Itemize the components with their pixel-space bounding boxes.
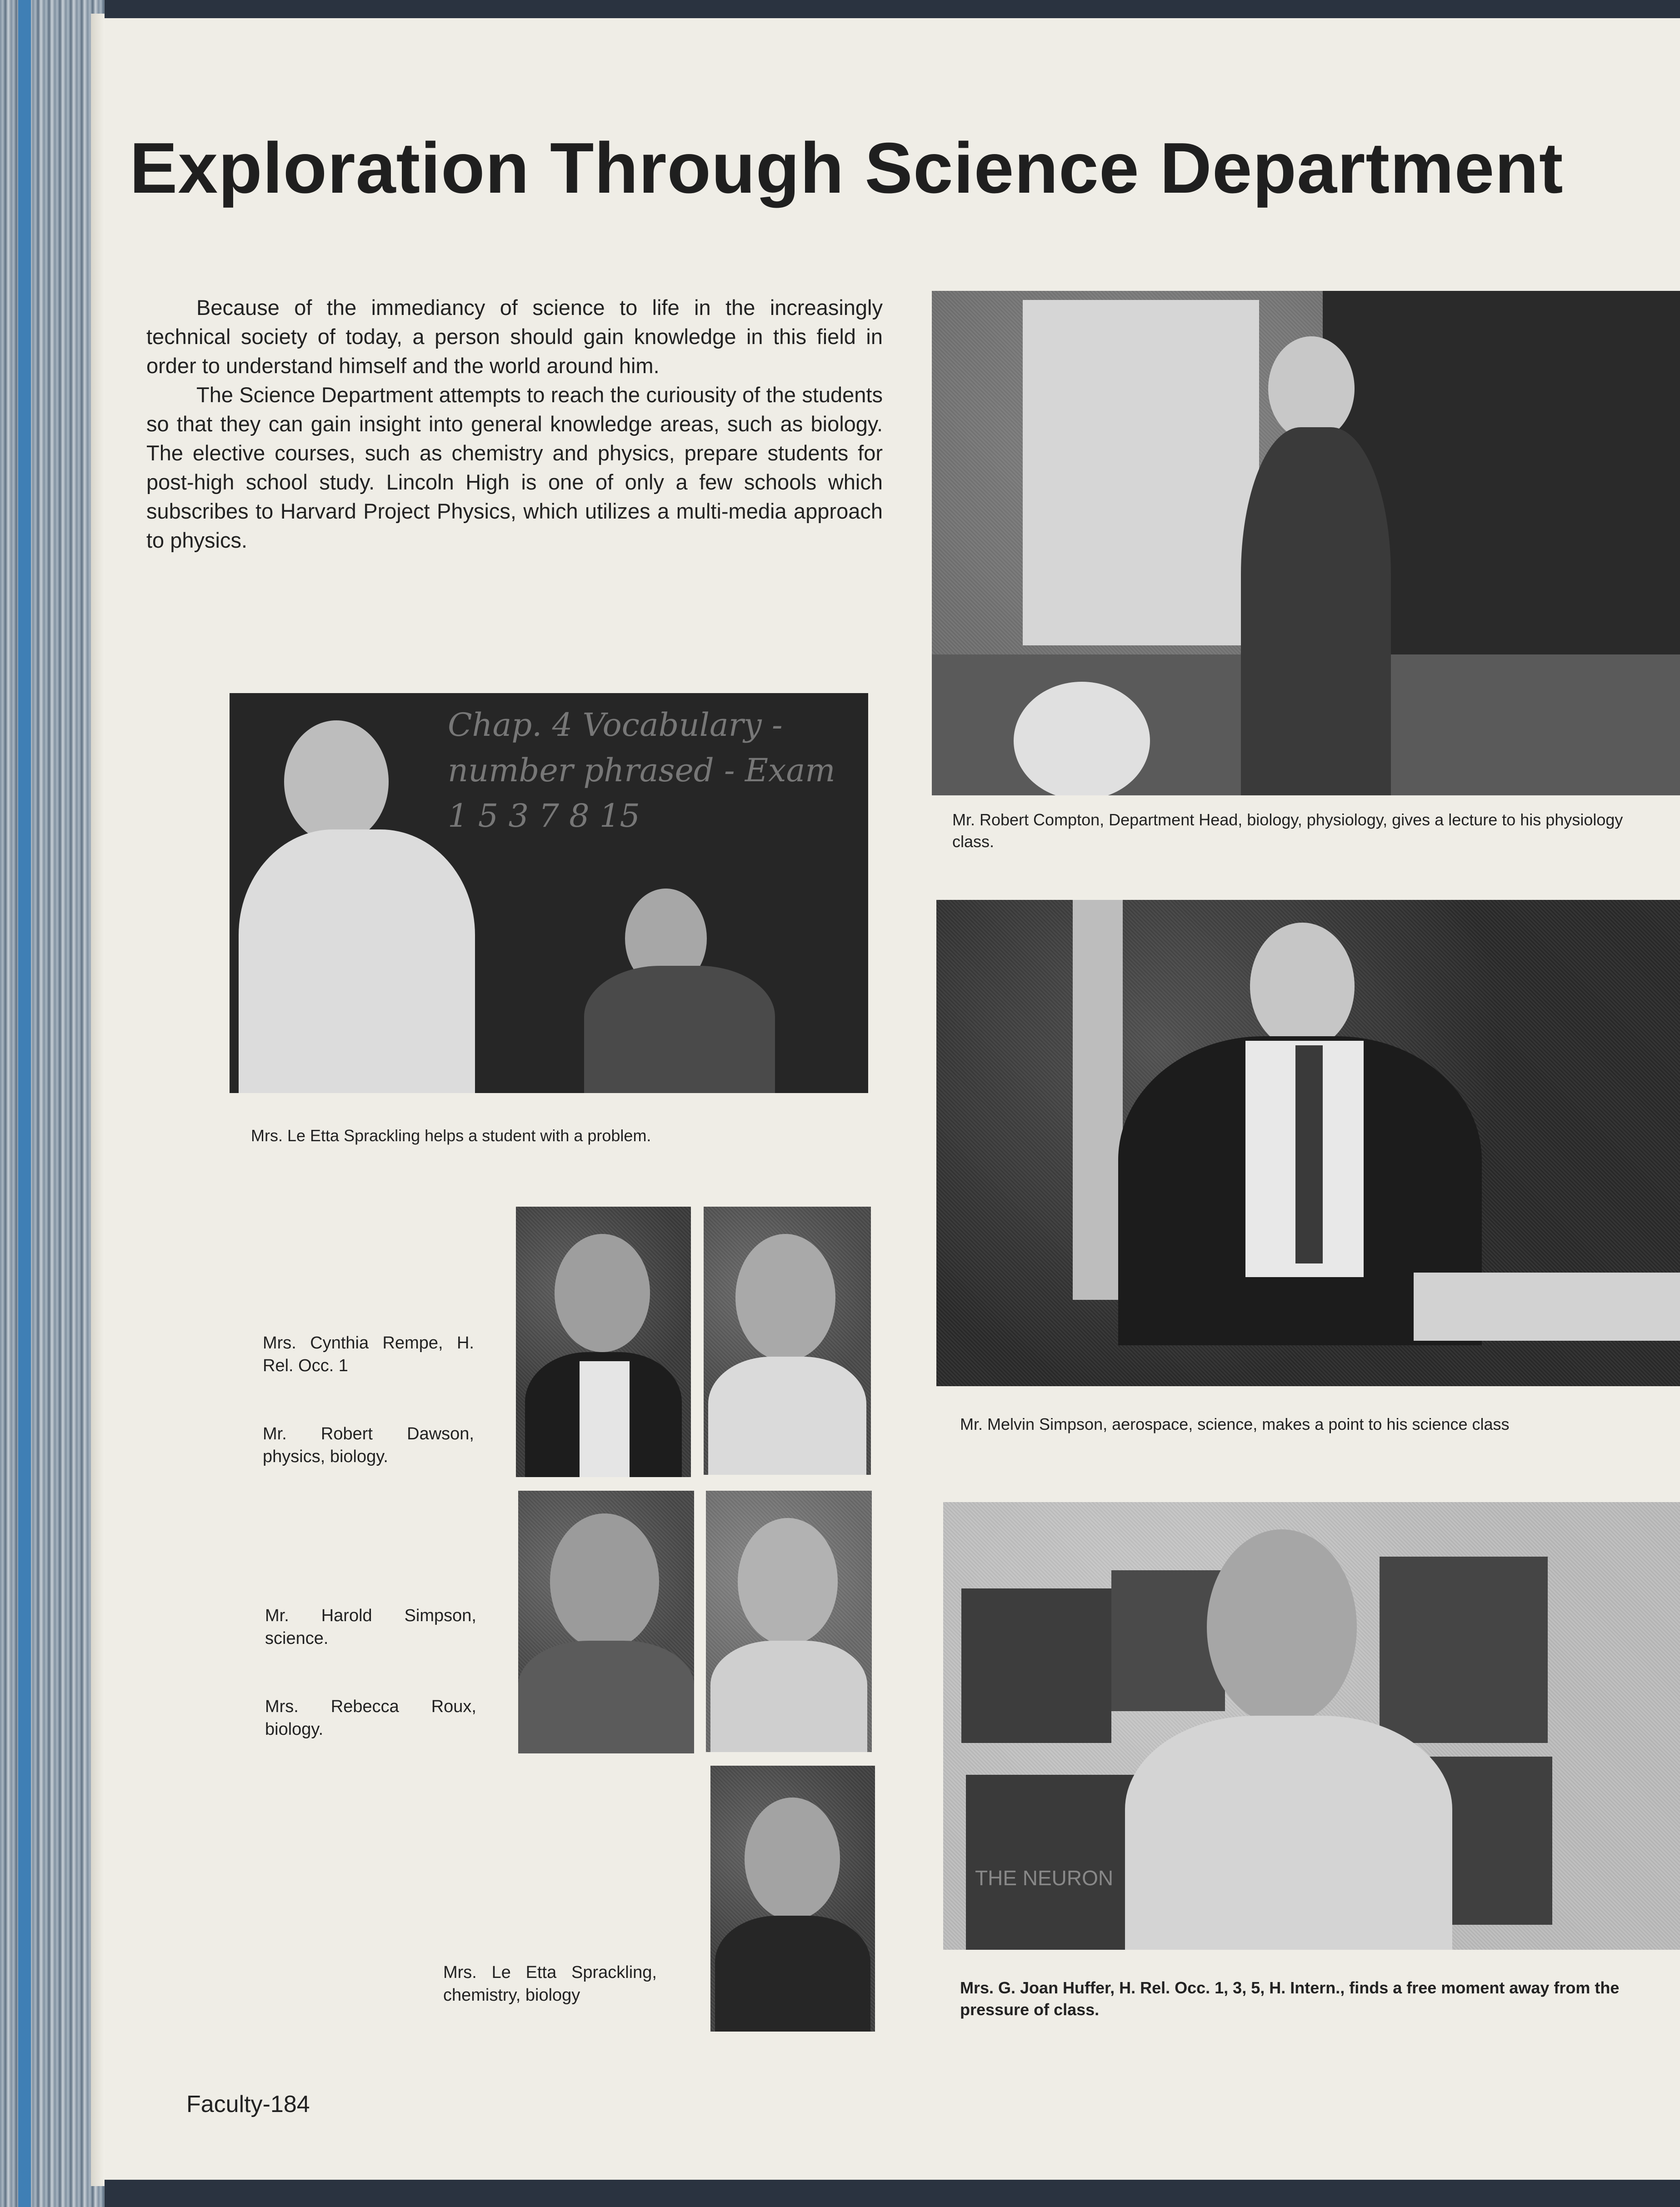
caption-joan-huffer: Mrs. G. Joan Huffer, H. Rel. Occ. 1, 3, 5, H. Intern., finds a free moment away from the pressure of class. <box>960 1978 1620 2019</box>
name-dawson: Mr. Robert Dawson, physics, biology. <box>263 1424 474 1466</box>
name-roux: Mrs. Rebecca Roux, biology. <box>265 1697 476 1739</box>
intro-paragraph-1: Because of the immediancy of science to life in the increasingly technical society of today, a person should gain knowledge in this field in order to understand himself and the world around him. <box>146 295 883 378</box>
portrait-sprackling <box>710 1766 875 2032</box>
page-title: Exploration Through Science Department <box>130 128 1564 208</box>
name-harold-simpson: Mr. Harold Simpson, science. <box>265 1606 476 1648</box>
photo-melvin-simpson <box>936 900 1680 1386</box>
portrait-harold-simpson <box>706 1491 872 1752</box>
caption-compton-lecture: Mr. Robert Compton, Department Head, biology, physiology, gives a lecture to his physiology class. <box>952 810 1623 851</box>
caption-sprackling-helps-student: Mrs. Le Etta Sprackling helps a student with a problem. <box>251 1126 651 1145</box>
page-folio: Faculty-184 <box>186 2091 310 2117</box>
photo-joan-huffer <box>943 1502 1680 1950</box>
name-sprackling: Mrs. Le Etta Sprackling, chemistry, biology <box>443 1963 657 2005</box>
intro-text <box>146 293 883 555</box>
spine-binding <box>18 0 31 2207</box>
book-spine <box>0 0 105 2207</box>
page-edge <box>91 14 105 2186</box>
photo-compton-lecture <box>932 291 1680 795</box>
portrait-rempe <box>704 1207 871 1475</box>
neuron-poster-text: THE NEURON <box>975 1866 1114 1890</box>
portrait-roux <box>518 1491 694 1753</box>
portrait-dawson <box>516 1207 691 1477</box>
blackboard-text: Chap. 4 Vocabulary - number phrased - Exam 1 5 3 7 8 15 <box>448 706 835 834</box>
name-rempe: Mrs. Cynthia Rempe, H. Rel. Occ. 1 <box>263 1333 474 1375</box>
photo-sprackling-helps-student <box>230 693 868 1093</box>
caption-melvin-simpson: Mr. Melvin Simpson, aerospace, science, makes a point to his science class <box>960 1415 1510 1433</box>
intro-paragraph-2: The Science Department attempts to reach the curiousity of the students so that they can gain insight into general knowledge areas, such as biology. The elective courses, such as chemistry and physics, prepare students for post-high school study. Lincoln High is one of only a few schools which subscribes to Harvard Project Physics, which utilizes a multi-media approach to physics. <box>146 383 883 552</box>
